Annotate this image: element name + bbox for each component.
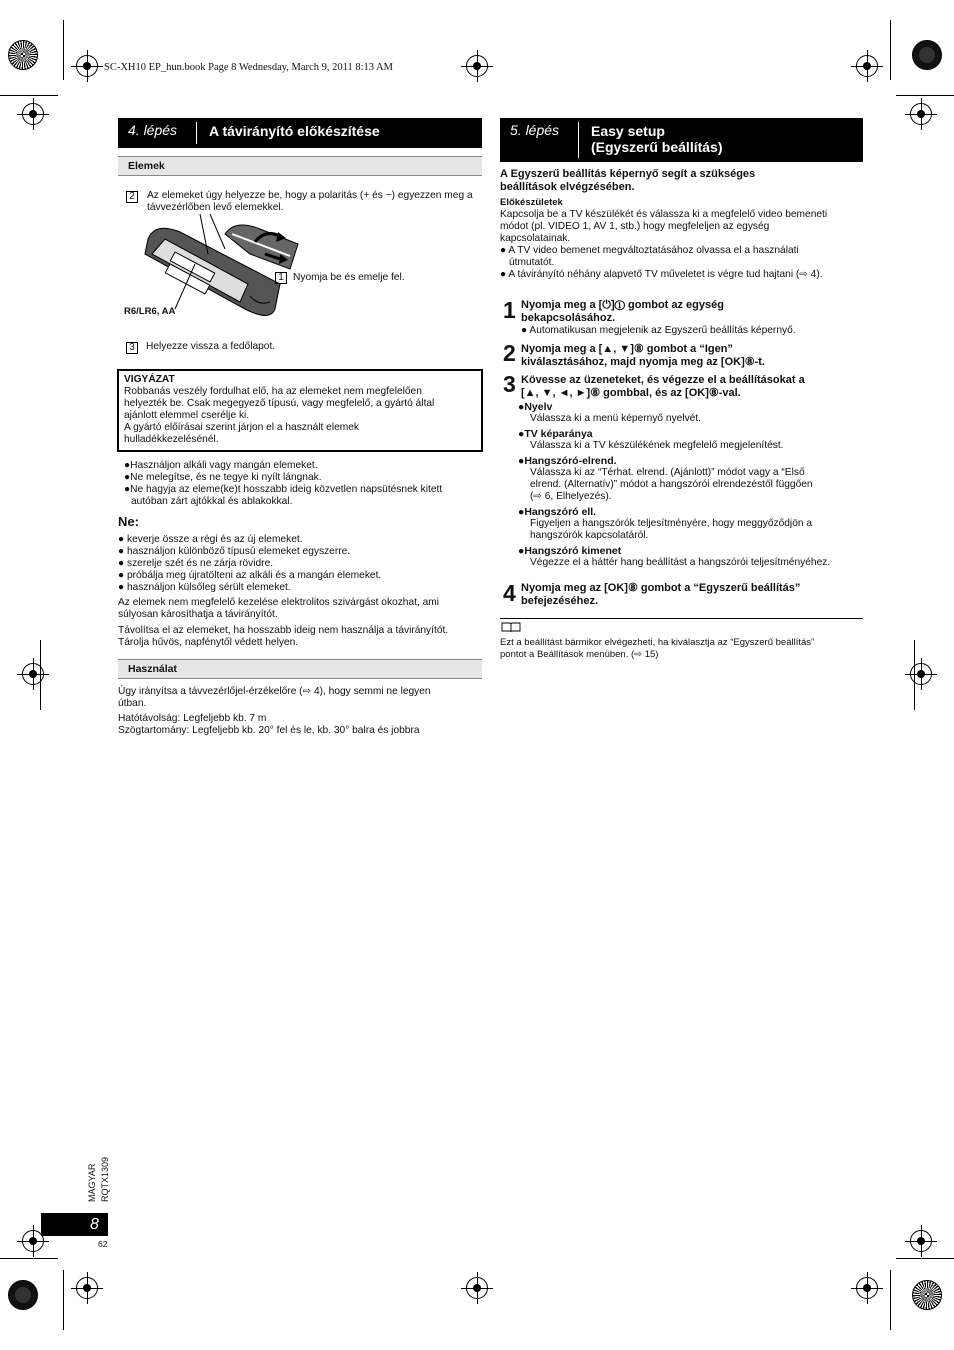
warning-line: A gyártó előírásai szerint járjon el a használt elemek — [124, 422, 359, 433]
paragraph-line: pontot a Beállítások menüben. (⇨ 15) — [500, 648, 659, 660]
ne-title: Ne: — [118, 514, 139, 529]
step-line: Kövesse az üzeneteket, és végezze el a beállításokat a — [521, 374, 805, 386]
paragraph-line: útban. — [118, 698, 147, 709]
battery-label: R6/LR6, AA — [124, 306, 176, 317]
registration-star-icon — [912, 40, 942, 70]
section-elemek-title: Elemek — [128, 160, 165, 172]
item-3-text: Helyezze vissza a fedőlapot. — [146, 341, 276, 352]
range-paragraph — [118, 713, 480, 737]
item-2-number: 2 — [126, 191, 138, 203]
paragraph-line: kapcsolatainak. — [500, 233, 571, 244]
item-1-number: 1 — [275, 272, 287, 284]
option-desc: hangszórók kapcsolatáról. — [530, 530, 649, 541]
option-title: ●Hangszóró-elrend. — [518, 455, 617, 467]
registration-mark-icon — [76, 55, 98, 77]
paragraph-line: Ezt a beállítást bármikor elvégezheti, ha kiválasztja az “Egyszerű beállítás” — [500, 637, 815, 648]
step-1-text — [521, 299, 861, 325]
step-line: kiválasztásához, majd nyomja meg az [OK]⑧-t. — [521, 356, 765, 368]
footer-code: RQTX1309 — [100, 1156, 110, 1202]
option-title: ●TV képaránya — [518, 428, 593, 440]
step-3-text — [521, 374, 861, 400]
step-4-title: A távirányító előkészítése — [209, 123, 380, 139]
paragraph-line: Hatótávolság: Legfeljebb kb. 7 m — [118, 713, 267, 724]
step-line: [▲, ▼, ◄, ►]⑧ gombbal, és az [OK]⑧-val. — [521, 387, 741, 399]
list-item: ●Használjon alkáli vagy mangán elemeket. — [124, 460, 318, 471]
item-3-number: 3 — [126, 342, 138, 354]
item-1-text: Nyomja be és emelje fel. — [293, 272, 405, 283]
list-item: ● próbálja meg újratölteni az alkáli és a mangán elemeket. — [118, 570, 382, 581]
option-desc: Válassza ki a TV készülékének megfelelő megjelenítést. — [530, 440, 784, 451]
list-item: ●Ne melegítse, és ne tegye ki nyílt lángnak. — [124, 472, 322, 483]
step-4-number: 4. lépés — [128, 122, 178, 138]
paragraph-line: módot (pl. VIDEO 1, AV 1, stb.) hogy megfeleljen az egység — [500, 221, 770, 232]
registration-mark-icon — [22, 103, 44, 125]
registration-star-icon — [912, 1280, 942, 1310]
paragraph-line: Úgy irányítsa a távvezérlőjel-érzékelőre (⇨ 4), hogy semmi ne legyen — [118, 686, 431, 697]
step-2-number: 2 — [503, 340, 516, 366]
paragraph-leakage — [118, 597, 480, 621]
paragraph-line: A Egyszerű beállítás képernyő segít a szükséges — [500, 168, 756, 180]
item-2-text: Az elemeket úgy helyezze be, hogy a polaritás (+ és −) egyezzen meg a távvezérlőben levő elemekkel. — [147, 190, 473, 213]
option-desc: Válassza ki a menü képernyő nyelvét. — [530, 413, 702, 424]
note-text — [500, 637, 862, 660]
step-4-header — [118, 118, 482, 148]
step-5-header — [500, 118, 863, 162]
list-item: ●Ne hagyja az eleme(ke)t hosszabb ideig közvetlen napsütésnek kitett — [124, 484, 443, 495]
ne-bullet-list — [118, 534, 478, 594]
section-hasznalat-title: Használat — [128, 663, 178, 675]
paragraph-line: súlyosan károsíthatja a távirányítót. — [118, 609, 278, 620]
step-line: befejezéséhez. — [521, 595, 599, 607]
option-title: ●Nyelv — [518, 401, 553, 413]
step-3-number: 3 — [503, 371, 516, 397]
step-5-title-line1: Easy setup — [591, 123, 665, 139]
bullet-list-1 — [124, 460, 484, 508]
registration-mark-icon — [856, 55, 878, 77]
option-desc: Végezze el a háttér hang beállítást a hangszórói teljesítményéhez. — [530, 557, 831, 568]
warning-line: hulladékkezelésénél. — [124, 434, 219, 445]
book-icon — [501, 622, 521, 632]
registration-mark-icon — [910, 1230, 932, 1252]
option-desc: elrend. (Alternatív)” módot a hangszórói elrendezéstől függően — [530, 479, 813, 490]
option-desc: (⇨ 6, Elhelyezés). — [530, 491, 612, 502]
warning-box — [117, 369, 483, 452]
paragraph-line: ● A TV video bemenet megváltoztatásához olvassa el a használati — [500, 245, 799, 256]
registration-mark-icon — [856, 1277, 878, 1299]
page-number: 8 — [90, 1216, 99, 1233]
page-number-small: 62 — [98, 1239, 108, 1249]
paragraph-line: Az elemek nem megfelelő kezelése elektrolitos szivárgást okozhat, ami — [118, 597, 440, 608]
registration-star-icon — [8, 1280, 38, 1310]
list-item: ● használjon külsőleg sérült elemeket. — [118, 582, 291, 593]
note-divider — [500, 618, 863, 619]
step-line: Nyomja meg az [OK]⑧ gombot a “Egyszerű beállítás” — [521, 582, 801, 594]
step-2-text — [521, 343, 861, 369]
prep-title: Előkészületek — [500, 197, 563, 208]
list-item: autóban zárt ajtókkal és ablakokkal. — [131, 496, 293, 507]
paragraph-line: Kapcsolja be a TV készülékét és válassza ki a megfelelő video bemeneti — [500, 209, 828, 220]
paragraph-line: Távolítsa el az elemeket, ha hosszabb ideig nem használja a távirányítót. — [118, 625, 449, 636]
step-line: bekapcsolásához. — [521, 312, 616, 324]
step-4-text — [521, 582, 861, 608]
option-title: ●Hangszóró kimenet — [518, 545, 622, 557]
warning-line: Robbanás veszély fordulhat elő, ha az elemeket nem megfelelően — [124, 386, 422, 397]
list-item: ● használjon különböző típusú elemeket egyszerre. — [118, 546, 351, 557]
step-line: Nyomja meg a [⏻]① gombot az egység — [521, 299, 724, 311]
registration-mark-icon — [910, 103, 932, 125]
prep-text — [500, 209, 862, 281]
registration-mark-icon — [466, 55, 488, 77]
step-5-number: 5. lépés — [510, 122, 560, 138]
option-desc: Figyeljen a hangszórók teljesítményére, hogy meggyőződjön a — [530, 518, 813, 529]
paragraph-line: Szögtartomány: Legfeljebb kb. 20° fel és le, kb. 30° balra és jobbra — [118, 725, 420, 736]
registration-mark-icon — [466, 1277, 488, 1299]
list-item: ● keverje össze a régi és az új elemeket. — [118, 534, 303, 545]
step-line: Nyomja meg a [▲, ▼]⑧ gombot a “Igen” — [521, 343, 733, 355]
paragraph-line: Tárolja hűvös, napfénytől védett helyen. — [118, 637, 299, 648]
registration-mark-icon — [76, 1277, 98, 1299]
step-1-note: ● Automatikusan megjelenik az Egyszerű beállítás képernyő. — [521, 325, 796, 336]
step-4-number: 4 — [503, 580, 516, 606]
file-header: SC-XH10 EP_hun.book Page 8 Wednesday, March 9, 2011 8:13 AM — [104, 62, 393, 73]
section-hasznalat — [118, 659, 482, 679]
registration-star-icon — [8, 40, 38, 70]
paragraph-line: beállítások elvégzésében. — [500, 180, 635, 193]
warning-line: ajánlott elemmel cserélje ki. — [124, 410, 250, 421]
paragraph-storage — [118, 625, 488, 649]
option-desc: Válassza ki az “Térhat. elrend. (Ajánlott)” módot vagy a “Első — [530, 467, 805, 478]
list-item: ● szerelje szét és ne zárja rövidre. — [118, 558, 274, 569]
step-1-number: 1 — [503, 297, 516, 323]
step-5-title-line2: (Egyszerű beállítás) — [591, 139, 723, 155]
warning-title: VIGYÁZAT — [124, 374, 175, 385]
option-title: ●Hangszóró ell. — [518, 506, 597, 518]
section-elemek — [118, 156, 482, 176]
footer-language: MAGYAR — [87, 1163, 97, 1202]
usage-paragraph — [118, 686, 480, 710]
warning-line: helyezték be. Csak megegyező típusú, vagy megfelelő, a gyártó által — [124, 398, 435, 409]
step-3-options — [518, 401, 863, 569]
paragraph-line: ● A távirányító néhány alapvető TV műveletet is végre tud hajtani (⇨ 4). — [500, 269, 823, 280]
paragraph-line: útmutatót. — [509, 257, 555, 268]
intro-text — [500, 168, 862, 193]
